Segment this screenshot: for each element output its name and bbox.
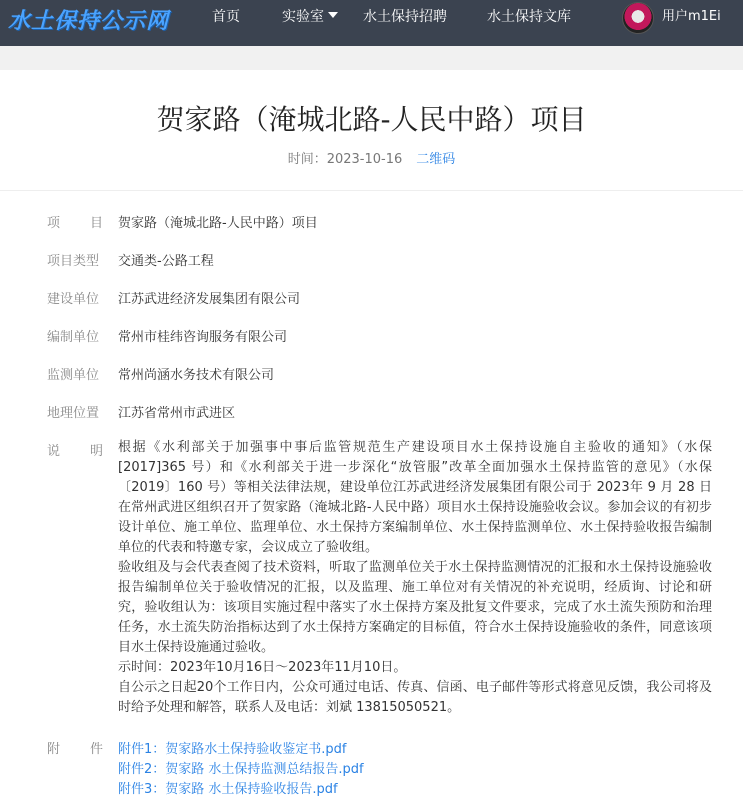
type-value: 交通类-公路工程 [118,254,214,269]
description-label: 说 明 [47,444,103,459]
attachment-label: 附 件 [47,742,103,757]
nav-lab-label: 实验室 [282,9,324,25]
description-paragraph: 根据《水利部关于加强事中事后监管规范生产建设项目水土保持设施自主验收的通知》（水保[2017]365 号）和《水利部关于进一步深化“放管服”改革全面加强水土保持监管的意见》（水保〔2019〕160 号）等相关法律法规，建设单位江苏武进经济发展集团有限公司于 2023年 9 月 28 日在常州武进区组织召开了贺家路（淹城北路-人民中路）项目水土保持设施验收会议。参加会议的有初步设计单位、施工单位、监理单位、水土保持方案编制单位、水土保持监测单位、水土保持验收报告编制单位的代表和特邀专家，会议成立了验收组。 [118,440,712,555]
builder-label: 建设单位 [47,292,100,307]
top-navbar [0,0,743,46]
nav-library[interactable]: 水土保持文库 [487,9,571,25]
project-value: 贺家路（淹城北路-人民中路）项目 [118,216,318,231]
nav-jobs[interactable]: 水土保持招聘 [363,9,447,25]
location-value: 江苏省常州市武进区 [118,406,236,421]
compiler-value: 常州市桂纬咨询服务有限公司 [118,330,288,345]
location-label: 地理位置 [47,406,100,421]
divider [0,190,743,191]
user-menu[interactable]: 用户m1Ei [662,9,721,24]
nav-home[interactable]: 首页 [212,9,240,25]
description-paragraph: 示时间：2023年10月16日～2023年11月10日。 [118,660,407,675]
article-card [0,70,743,800]
site-logo[interactable]: 水土保持公示网 [8,9,170,34]
monitor-value: 常州尚涵水务技术有限公司 [118,368,275,383]
page-title: 贺家路（淹城北路-人民中路）项目 [156,103,587,136]
description-paragraph: 验收组及与会代表查阅了技术资料，听取了监测单位关于水土保持监测情况的汇报和水土保持设施验收报告编制单位关于验收情况的汇报，以及监理、施工单位对有关情况的补充说明，经质询、讨论和研究，验收组认为：该项目实施过程中落实了水土保持方案及批复文件要求，完成了水土流失预防和治理任务，水土流失防治指标达到了水土保持方案确定的目标值，符合水土保持设施验收的条件，同意该项目水土保持设施通过验收。 [118,560,712,655]
publish-time: 时间：2023-10-16 [287,152,403,167]
project-label: 项 目 [47,216,103,231]
attachment-link[interactable]: 附件2：贺家路 水土保持监测总结报告.pdf [118,762,364,777]
subbar [0,46,743,70]
attachment-link[interactable]: 附件3：贺家路 水土保持验收报告.pdf [118,782,338,797]
qrcode-link[interactable]: 二维码 [416,152,456,167]
type-label: 项目类型 [47,254,100,269]
builder-value: 江苏武进经济发展集团有限公司 [118,292,301,307]
attachment-link[interactable]: 附件1：贺家路水土保持验收鉴定书.pdf [118,742,347,757]
description-paragraph: 自公示之日起20个工作日内，公众可通过电话、传真、信函、电子邮件等形式将意见反馈，我公司将及时给予处理和解答，联系人及电话：刘斌 13815050521。 [118,680,712,715]
chevron-down-icon [328,12,338,18]
nav-lab[interactable] [282,0,338,46]
article-meta [0,148,743,167]
description [118,438,712,718]
monitor-label: 监测单位 [47,368,100,383]
avatar[interactable] [622,2,654,34]
compiler-label: 编制单位 [47,330,100,345]
